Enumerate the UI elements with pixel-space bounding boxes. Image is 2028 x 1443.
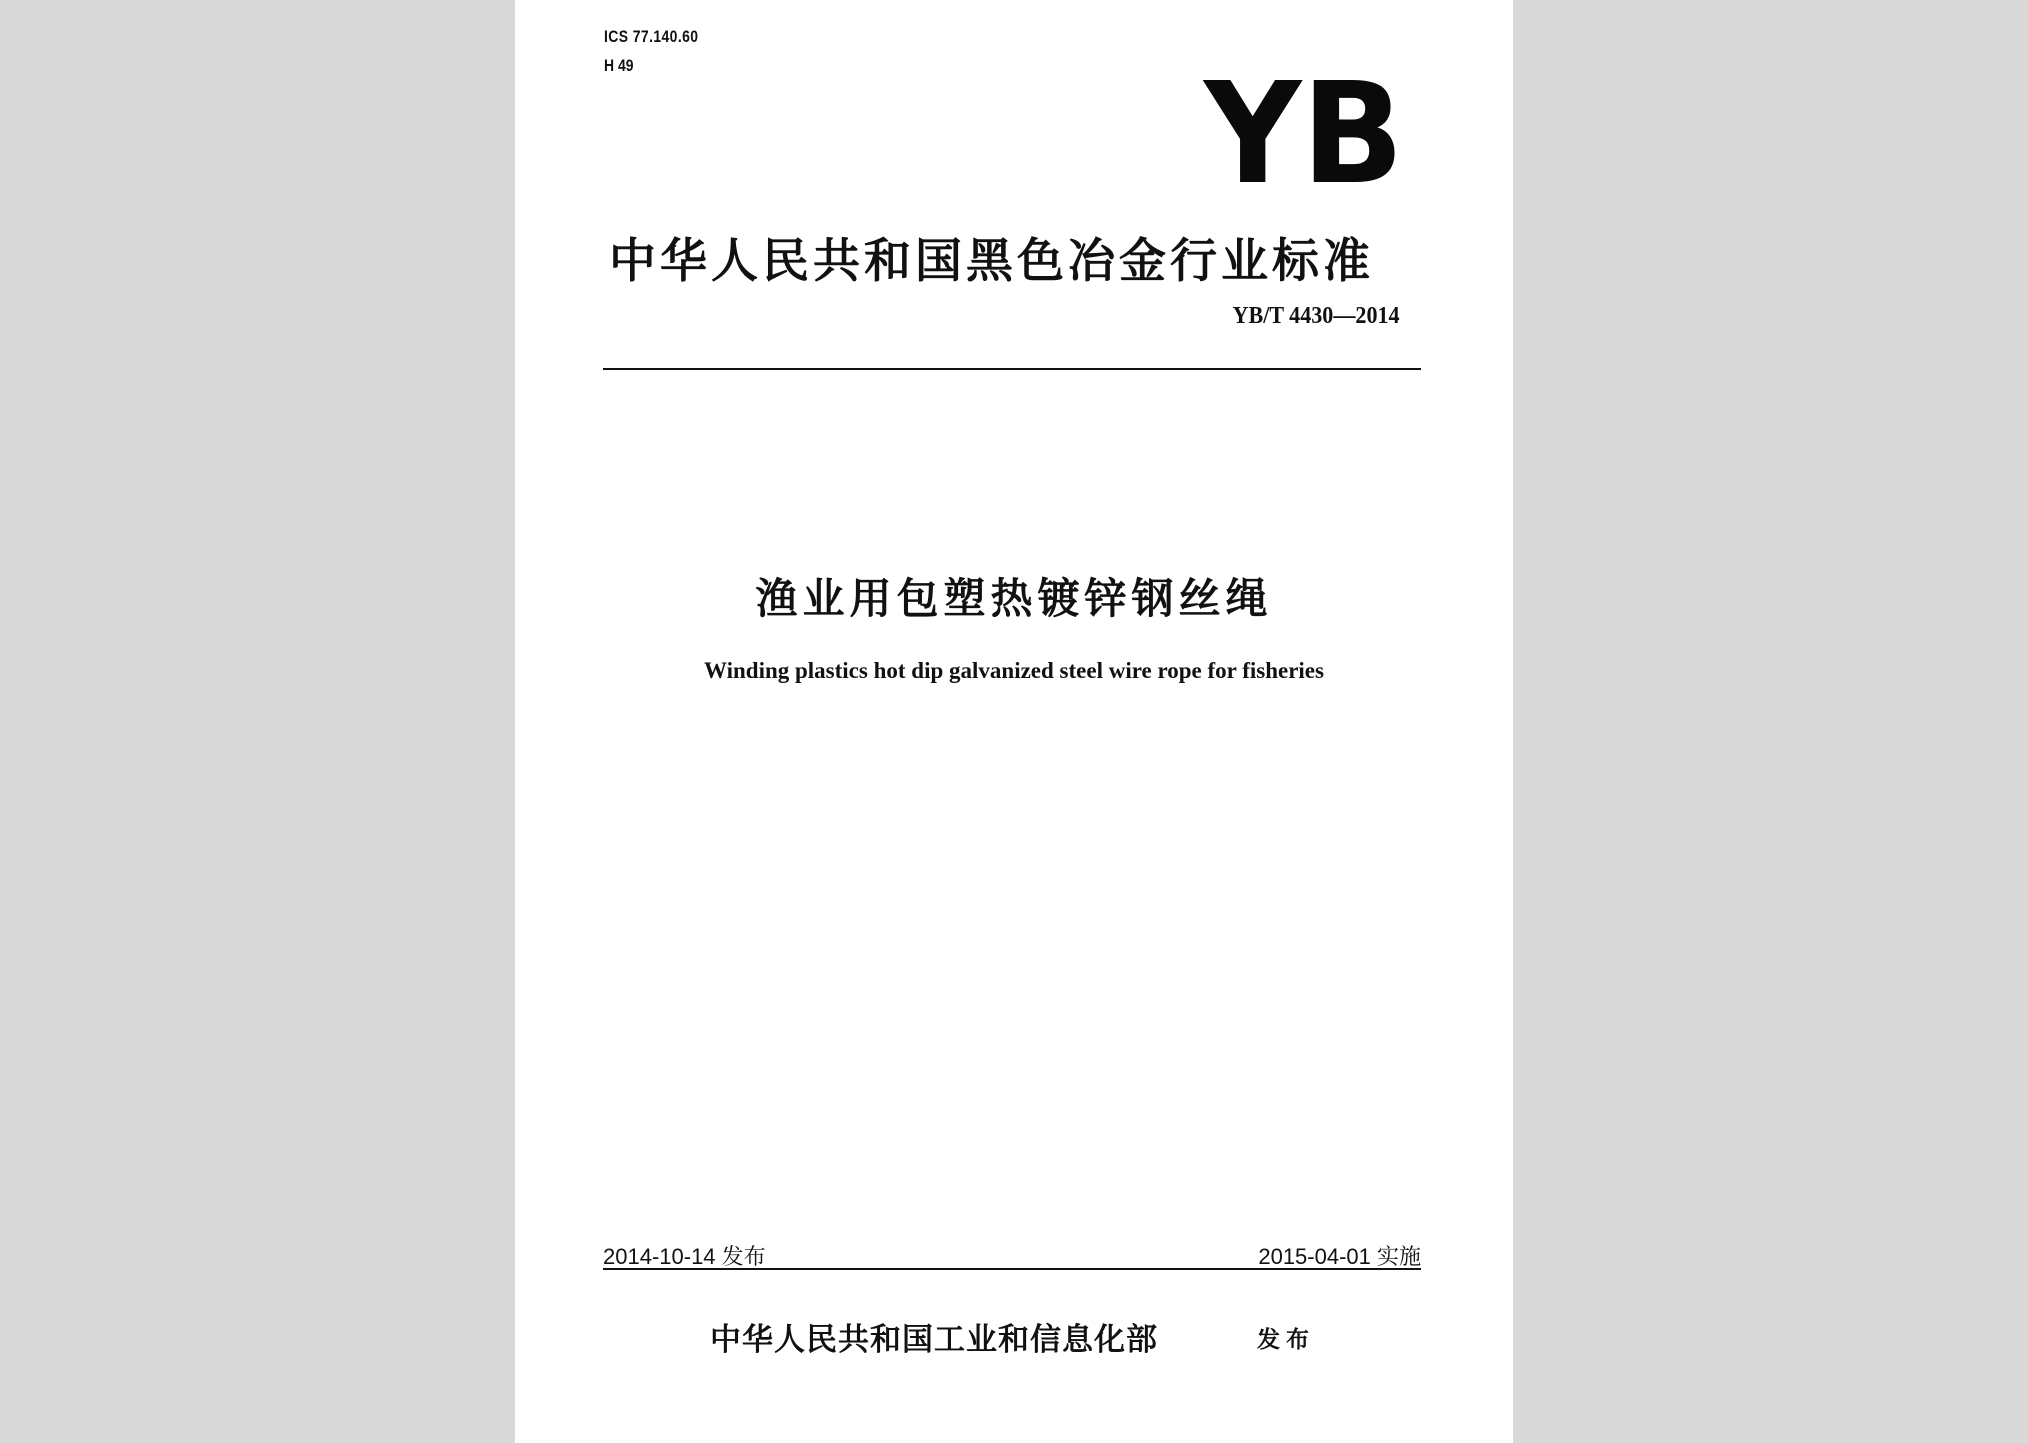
yb-logo <box>1199 70 1409 192</box>
classification-code: H 49 <box>604 56 634 75</box>
document-title-english: Winding plastics hot dip galvanized steel wire rope for fisheries <box>704 658 1324 683</box>
footer-divider <box>603 1268 1421 1270</box>
publish-label: 发布 <box>1257 1326 1315 1353</box>
document-title-chinese: 渔业用包塑热镀锌钢丝绳 <box>755 574 1273 623</box>
ics-code: ICS 77.140.60 <box>604 27 699 46</box>
implementation-date: 2015-04-01 实施 <box>1258 1244 1421 1269</box>
standard-number: YB/T 4430—2014 <box>1232 303 1400 329</box>
document-page <box>515 0 1513 1443</box>
header-divider <box>603 368 1421 370</box>
standard-category-title: 中华人民共和国黑色冶金行业标准 <box>609 234 1374 289</box>
publisher-name: 中华人民共和国工业和信息化部 <box>710 1322 1158 1358</box>
yb-logo-text: YB <box>1202 70 1404 192</box>
issue-date: 2014-10-14 发布 <box>603 1244 766 1269</box>
